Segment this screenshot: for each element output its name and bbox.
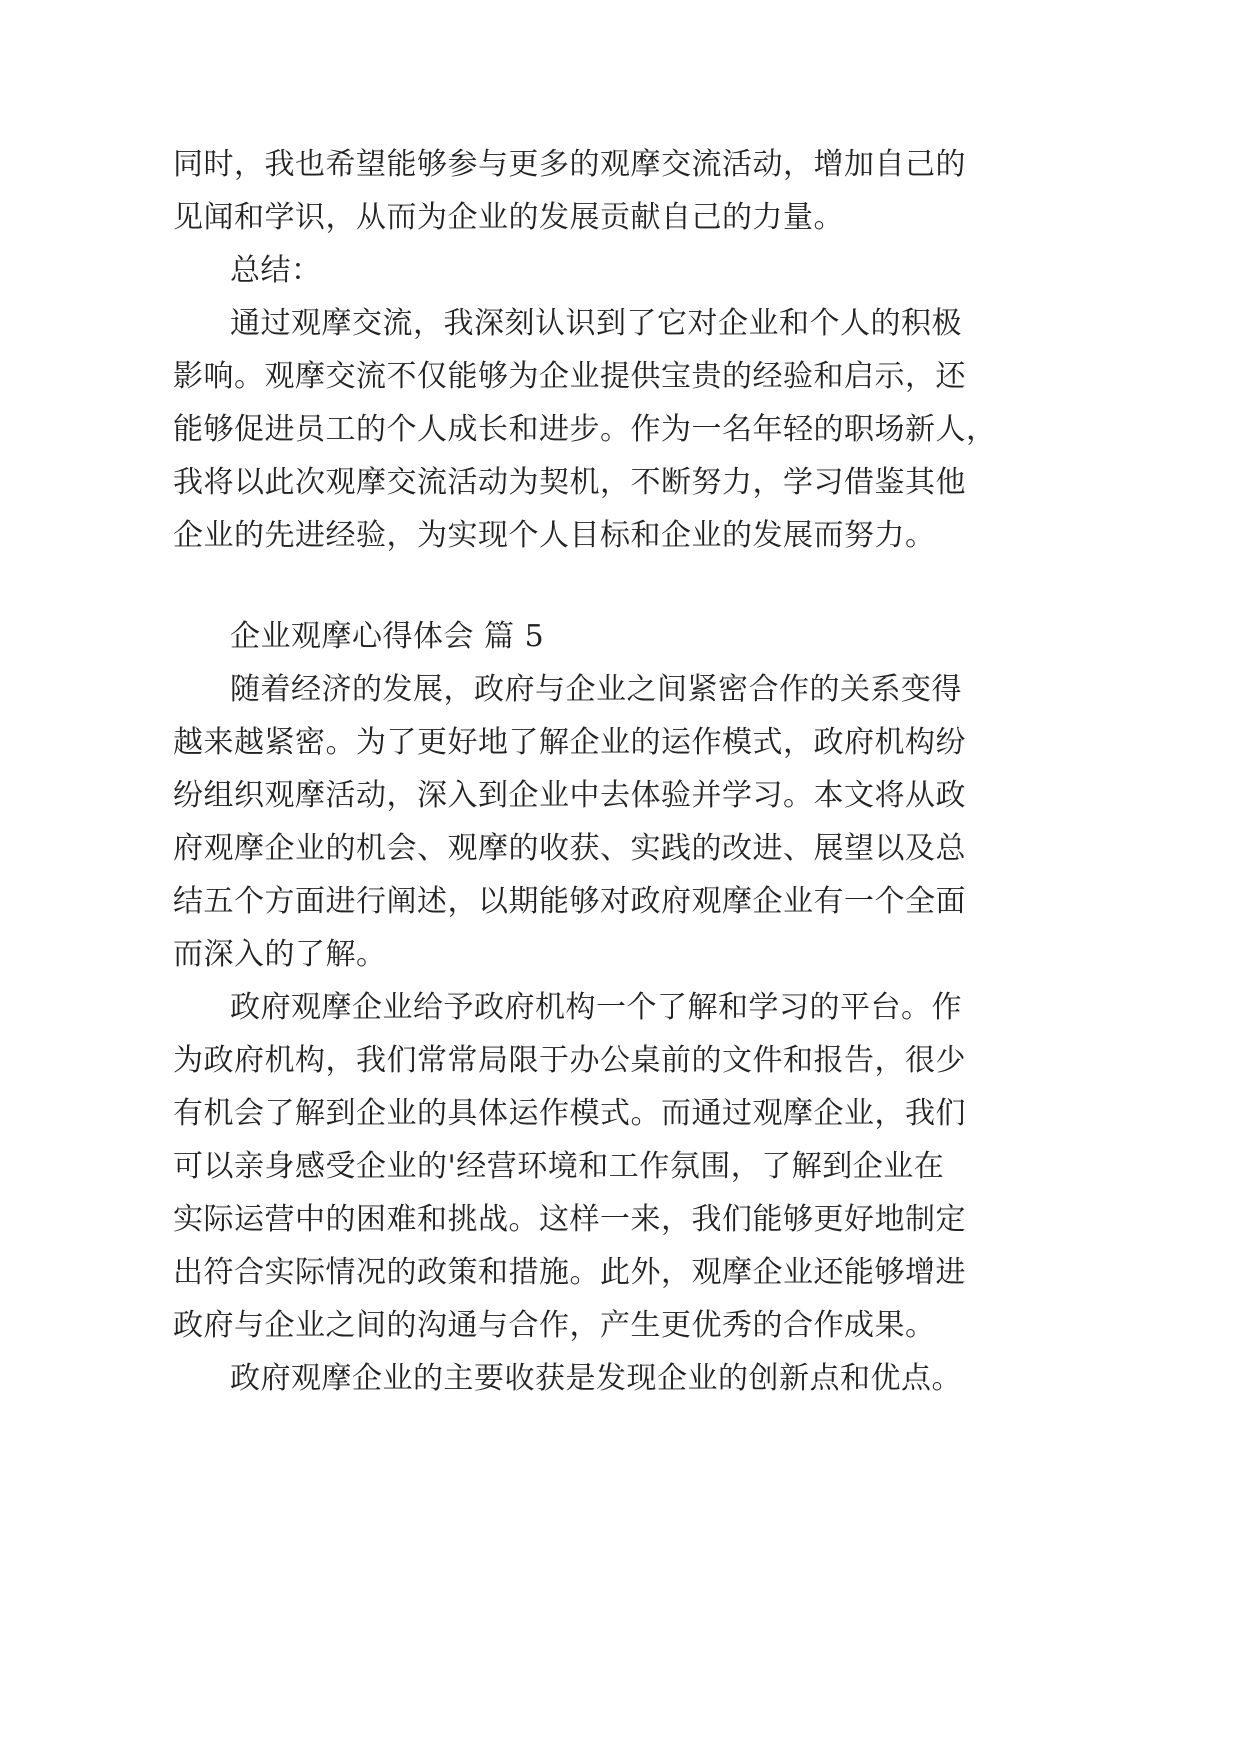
paragraph-line: 可以亲身感受企业的'经营环境和工作氛围，了解到企业在	[173, 1149, 945, 1184]
paragraph-line: 政府与企业之间的沟通与合作，产生更优秀的合作成果。	[173, 1308, 936, 1343]
paragraph-line: 企业的先进经验，为实现个人目标和企业的发展而努力。	[173, 518, 936, 553]
paragraph-line: 有机会了解到企业的具体运作模式。而通过观摩企业，我们	[173, 1096, 966, 1131]
paragraph-line: 越来越紧密。为了更好地了解企业的运作模式，政府机构纷	[173, 725, 966, 760]
paragraph-line: 我将以此次观摩交流活动为契机，不断努力，学习借鉴其他	[173, 465, 966, 500]
paragraph-line: 通过观摩交流，我深刻认识到了它对企业和个人的积极	[230, 306, 962, 341]
paragraph-line: 纷组织观摩活动，深入到企业中去体验并学习。本文将从政	[173, 778, 966, 813]
section-label: 总结：	[230, 253, 322, 288]
paragraph-line: 政府观摩企业给予政府机构一个了解和学习的平台。作	[230, 990, 962, 1025]
paragraph-line: 影响。观摩交流不仅能够为企业提供宝贵的经验和启示，还	[173, 359, 966, 394]
paragraph-line: 见闻和学识，从而为企业的发展贡献自己的力量。	[173, 200, 844, 235]
paragraph-line: 出符合实际情况的政策和措施。此外，观摩企业还能够增进	[173, 1255, 966, 1290]
paragraph-line: 结五个方面进行阐述，以期能够对政府观摩企业有一个全面	[173, 884, 966, 919]
section-heading: 企业观摩心得体会 篇 5	[230, 619, 545, 654]
paragraph-line: 实际运营中的困难和挑战。这样一来，我们能够更好地制定	[173, 1202, 966, 1237]
paragraph-line: 随着经济的发展，政府与企业之间紧密合作的关系变得	[230, 672, 962, 707]
paragraph-line: 能够促进员工的个人成长和进步。作为一名年轻的职场新人，	[173, 412, 997, 447]
paragraph-line: 为政府机构，我们常常局限于办公桌前的文件和报告，很少	[173, 1043, 966, 1078]
paragraph-line: 政府观摩企业的主要收获是发现企业的创新点和优点。	[230, 1361, 962, 1396]
paragraph-line: 同时，我也希望能够参与更多的观摩交流活动，增加自己的	[173, 147, 966, 182]
paragraph-line: 而深入的了解。	[173, 937, 387, 972]
paragraph-line: 府观摩企业的机会、观摩的收获、实践的改进、展望以及总	[173, 831, 966, 866]
